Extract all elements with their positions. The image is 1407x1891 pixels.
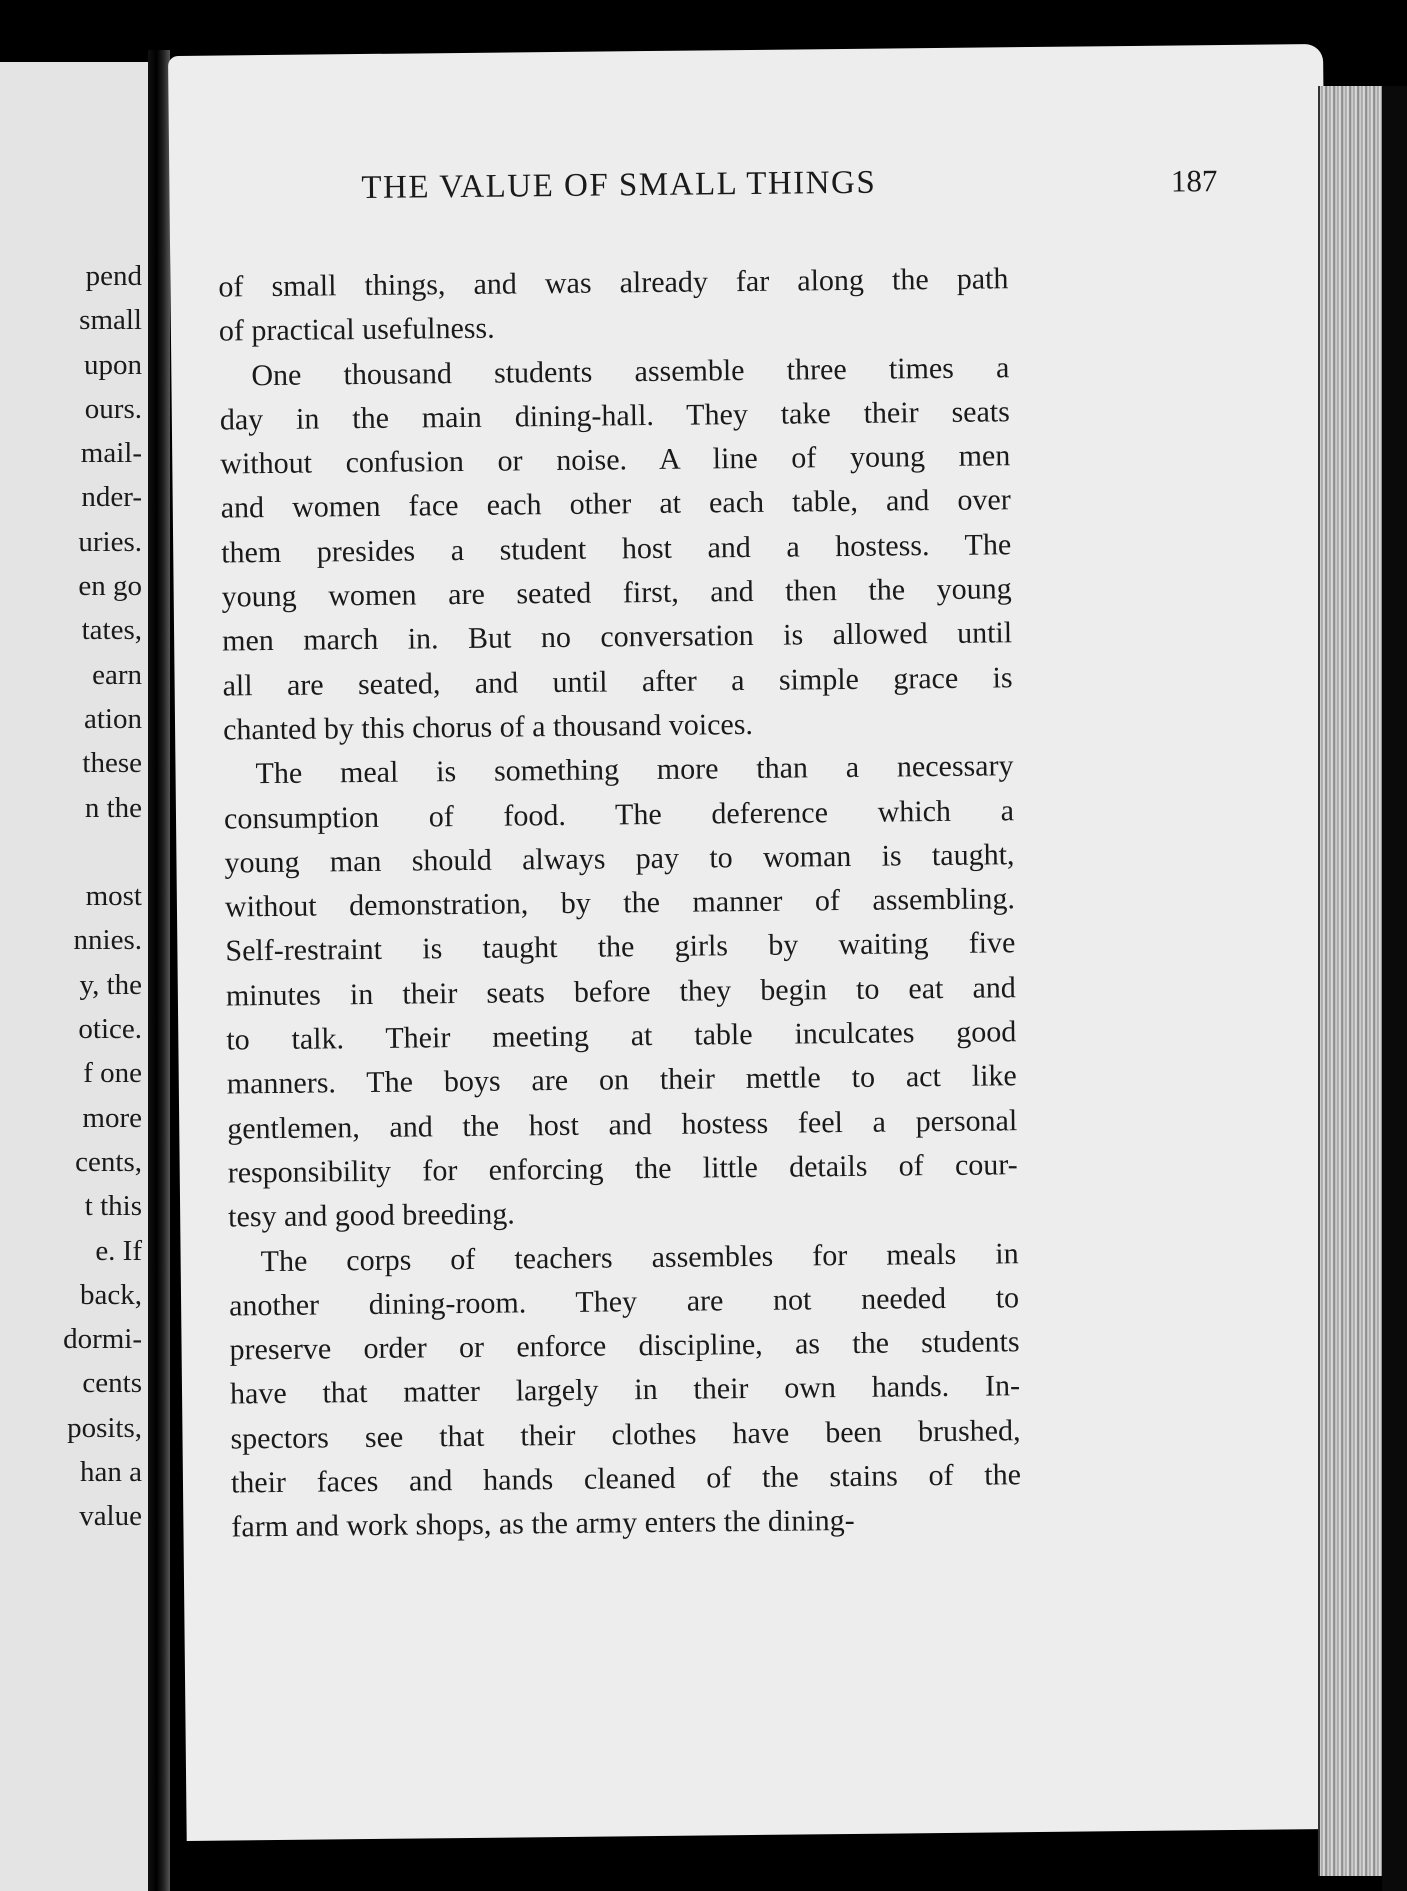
- previous-page-line: more: [82, 1101, 142, 1134]
- text-line: have that matter largely in their own hands. In-: [229, 1369, 1021, 1411]
- text-line: another dining-room. They are not needed to: [228, 1281, 1020, 1323]
- previous-page-line: these: [82, 747, 142, 780]
- running-header-title: THE VALUE OF SMALL THINGS: [361, 164, 877, 207]
- previous-page-line: posits,: [67, 1411, 142, 1444]
- previous-page-line: tates,: [81, 614, 142, 647]
- text-line: gentlemen, and the host and hostess feel a personal: [227, 1103, 1018, 1146]
- text-line: spectors see that their clothes have been brushed,: [230, 1413, 1021, 1456]
- previous-page-line: value: [79, 1500, 142, 1533]
- text-line: to talk. Their meeting at table inculcates good: [226, 1015, 1017, 1057]
- text-line: without confusion or noise. A line of young men: [220, 439, 1011, 481]
- text-line: all are seated, and until after a simple grace is: [222, 660, 1013, 703]
- paragraph: [223, 744, 1018, 1240]
- previous-page-line: back,: [80, 1278, 142, 1311]
- previous-page-line: mail-: [80, 437, 142, 470]
- text-line: tesy and good breeding.: [228, 1197, 515, 1234]
- paragraph: [219, 346, 1013, 753]
- text-line: farm and work shops, as the army enters the dining-: [231, 1504, 855, 1544]
- text-line: without demonstration, by the manner of assembling.: [224, 882, 1016, 924]
- previous-page-line: en go: [78, 570, 142, 603]
- previous-page-line: ours.: [84, 392, 142, 425]
- book-gutter: [148, 50, 170, 1891]
- previous-page-fragment: [0, 62, 150, 1891]
- previous-page-line: nnies.: [73, 924, 142, 957]
- previous-page-line: nder-: [81, 481, 142, 514]
- page-edge-stack: [1318, 86, 1384, 1876]
- previous-page-line: n the: [84, 791, 142, 824]
- text-line: day in the main dining-hall. They take their seats: [219, 395, 1010, 437]
- previous-page-line: uries.: [78, 525, 142, 558]
- paragraph: [218, 257, 1009, 354]
- text-line: of practical usefulness.: [218, 311, 495, 348]
- text-line: consumption of food. The deference which a: [223, 793, 1015, 836]
- previous-page-line: han a: [80, 1456, 142, 1489]
- text-line: minutes in their seats before they begin to eat and: [225, 970, 1017, 1013]
- previous-page-line: ation: [84, 702, 142, 735]
- previous-page-line: t this: [84, 1190, 142, 1223]
- text-line: young man should always pay to woman is taught,: [224, 838, 1015, 880]
- previous-page-line: y, the: [79, 968, 142, 1001]
- previous-page-line: upon: [84, 348, 142, 381]
- text-line: The corps of teachers assembles for meals in: [260, 1236, 1019, 1278]
- text-line: responsibility for enforcing the little details of cour-: [227, 1148, 1018, 1190]
- previous-page-line: [0, 830, 142, 874]
- text-line: One thousand students assemble three times a: [251, 350, 1010, 392]
- text-line: preserve order or enforce discipline, as the students: [229, 1325, 1020, 1367]
- page-number: 187: [1170, 163, 1218, 199]
- previous-page-line: small: [79, 304, 142, 337]
- text-line: manners. The boys are on their mettle to act like: [226, 1059, 1017, 1101]
- paragraph: [228, 1232, 1021, 1550]
- previous-page-line: earn: [92, 658, 142, 691]
- text-line: them presides a student host and a hostess. The: [221, 528, 1012, 570]
- previous-page-line: otice.: [78, 1013, 142, 1046]
- text-line: and women face each other at each table, and over: [220, 483, 1011, 526]
- text-line: of small things, and was already far along the path: [218, 262, 1009, 304]
- previous-page-line: e. If: [95, 1234, 142, 1267]
- edge-shadow: [1382, 86, 1407, 1891]
- previous-page-line: pend: [85, 260, 142, 292]
- previous-page-line: dormi-: [63, 1323, 142, 1356]
- text-line: their faces and hands cleaned of the stains of the: [230, 1458, 1022, 1500]
- text-line: The meal is something more than a necessary: [255, 749, 1014, 791]
- page-body-text: [218, 257, 1021, 1550]
- text-line: chanted by this chorus of a thousand voices.: [222, 707, 754, 747]
- text-line: Self-restraint is taught the girls by waiting five: [225, 926, 1016, 968]
- running-header: [361, 161, 1221, 220]
- text-line: men march in. But no conversation is allowed until: [221, 616, 1013, 658]
- book-page: [168, 44, 1342, 1841]
- previous-page-text: [0, 254, 142, 1539]
- previous-page-line: most: [85, 880, 142, 913]
- previous-page-line: cents: [82, 1367, 142, 1400]
- previous-page-line: f one: [83, 1057, 142, 1090]
- previous-page-line: cents,: [75, 1145, 142, 1178]
- text-line: young women are seated first, and then the young: [221, 572, 1012, 614]
